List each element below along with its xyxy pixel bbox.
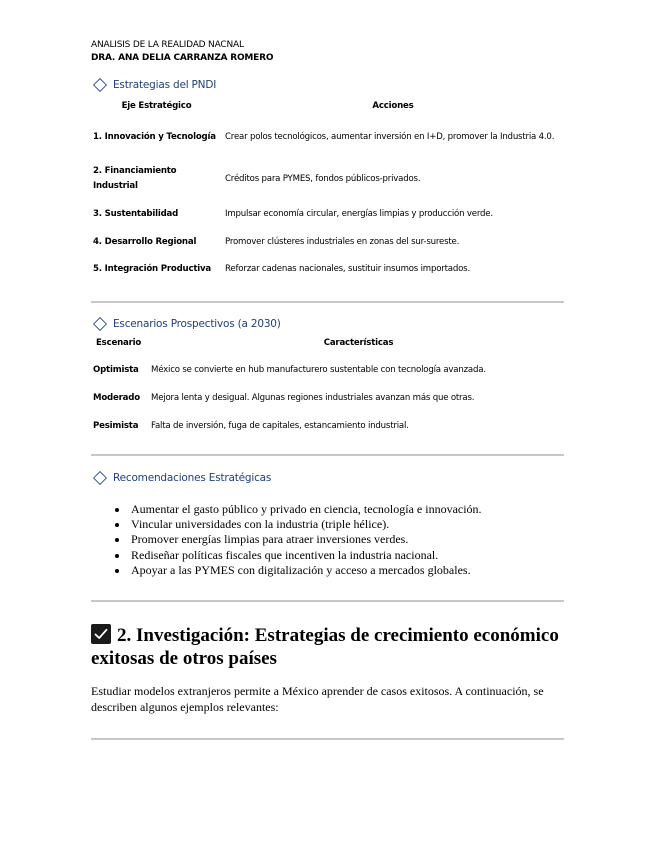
strategies-col-actions: Acciones xyxy=(372,101,414,111)
divider xyxy=(91,454,564,456)
strategy-axis: 3. Sustentabilidad xyxy=(93,209,179,219)
scenarios-col-scenario: Escenario xyxy=(96,338,142,348)
table-row xyxy=(91,158,564,200)
strategy-action: Promover clústeres industriales en zonas del sur-sureste. xyxy=(225,237,460,247)
section-title-recommendations xyxy=(91,472,271,484)
section-paragraph: Estudiar modelos extranjeros permite a México aprender de casos exitosos. A continuación, se describen algunos ejemplos relevantes: xyxy=(91,684,544,714)
table-row xyxy=(91,256,564,282)
section-heading xyxy=(91,624,561,670)
strategies-table xyxy=(91,96,564,282)
divider xyxy=(91,301,564,303)
divider xyxy=(91,738,564,740)
list-item: • Aumentar el gasto público y privado en ciencia, tecnología e innovación. xyxy=(129,502,569,517)
table-row xyxy=(91,408,569,444)
diamond-icon xyxy=(93,78,107,92)
scenario-name: Pesimista xyxy=(93,421,139,431)
list-item: • Rediseñar políticas fiscales que incentiven la industria nacional. xyxy=(129,548,569,563)
scenario-name: Optimista xyxy=(93,365,139,375)
strategy-axis: 1. Innovación y Tecnología xyxy=(93,131,216,142)
document-header-author: DRA. ANA DELIA CARRANZA ROMERO xyxy=(91,53,274,63)
table-row xyxy=(91,116,564,158)
strategy-axis: 4. Desarrollo Regional xyxy=(93,237,197,247)
scenarios-table xyxy=(91,334,569,444)
table-row xyxy=(91,388,569,408)
strategies-title: Estrategias del PNDI xyxy=(113,79,217,91)
table-row xyxy=(91,228,564,256)
list-item: • Vincular universidades con la industria (triple hélice). xyxy=(129,517,569,532)
strategies-col-axis: Eje Estratégico xyxy=(121,101,192,111)
section-title-strategies xyxy=(91,79,216,91)
strategy-axis: 5. Integración Productiva xyxy=(93,264,211,274)
checkmark-icon xyxy=(91,624,111,644)
strategy-action: Créditos para PYMES, fondos públicos-privados. xyxy=(225,174,421,184)
strategy-axis: 2. Financiamiento Industrial xyxy=(93,166,177,191)
recommendations-title: Recomendaciones Estratégicas xyxy=(113,472,272,484)
section-heading-text: 2. Investigación: Estrategias de crecimiento económico exitosas de otros países xyxy=(91,625,559,669)
document-header-course: ANALISIS DE LA REALIDAD NACNAL xyxy=(91,40,244,50)
list-item: • Promover energías limpias para atraer inversiones verdes. xyxy=(129,532,569,547)
diamond-icon xyxy=(93,471,107,485)
table-row xyxy=(91,200,564,228)
recommendations-list xyxy=(111,502,569,578)
table-row xyxy=(91,352,569,388)
scenarios-title: Escenarios Prospectivos (a 2030) xyxy=(113,318,281,330)
scenario-name: Moderado xyxy=(93,393,140,403)
scenario-description: Falta de inversión, fuga de capitales, estancamiento industrial. xyxy=(151,421,409,431)
divider xyxy=(91,600,564,602)
scenarios-col-characteristics: Características xyxy=(323,338,394,348)
strategy-action: Reforzar cadenas nacionales, sustituir insumos importados. xyxy=(225,264,470,274)
strategy-action: Crear polos tecnológicos, aumentar inversión en I+D, promover la Industria 4.0. xyxy=(225,131,555,142)
scenario-description: México se convierte en hub manufacturero sustentable con tecnología avanzada. xyxy=(151,365,486,375)
diamond-icon xyxy=(93,317,107,331)
scenario-description: Mejora lenta y desigual. Algunas regiones industriales avanzan más que otras. xyxy=(151,393,475,403)
section-title-scenarios xyxy=(91,318,281,330)
strategy-action: Impulsar economía circular, energías limpias y producción verde. xyxy=(225,209,493,219)
list-item: • Apoyar a las PYMES con digitalización y acceso a mercados globales. xyxy=(129,563,569,578)
